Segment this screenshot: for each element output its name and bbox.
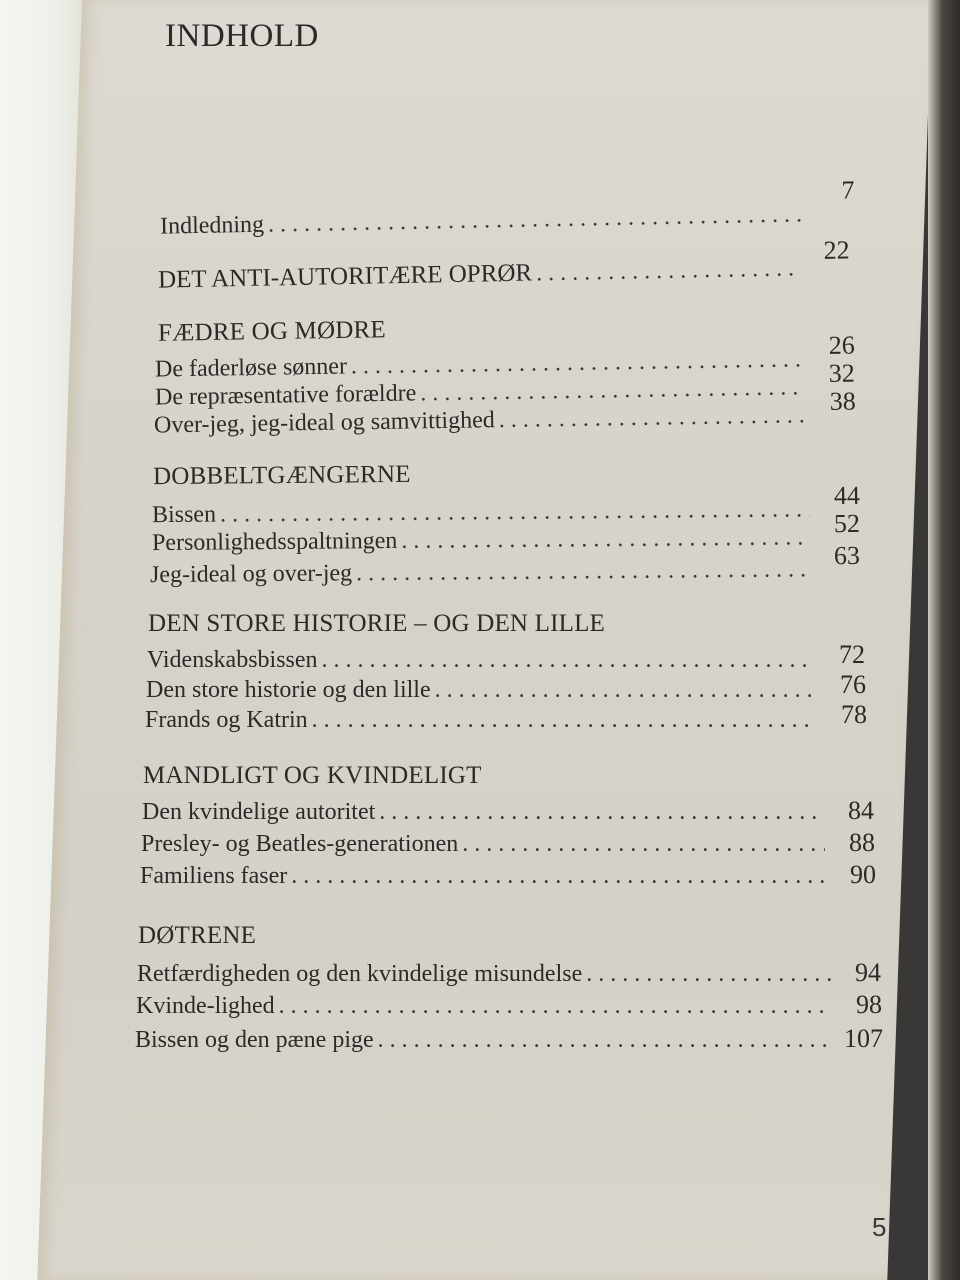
entry-page: 72 [839,640,865,669]
entry-label: Retfærdigheden og den kvindelige misundelse [137,961,583,987]
entry-page: 22 [823,235,850,265]
toc-entry [136,990,882,1021]
toc-entry [146,670,866,705]
dot-leader [499,400,807,435]
entry-page: 84 [848,796,874,825]
toc-entry [142,796,874,827]
dot-leader [268,199,805,239]
entry-page: 44 [833,480,860,511]
section-heading: DØTRENE [138,922,257,949]
entry-label: Indledning [159,211,265,240]
entry-page: 94 [855,958,881,987]
toc-entry [145,700,867,735]
dot-leader [462,829,825,859]
entry-page: 90 [850,860,876,889]
entry-label: Frands og Katrin [145,707,308,733]
toc-entry [135,1024,883,1055]
entry-page: 52 [833,508,860,539]
entry-page: 32 [828,358,855,388]
entry-page: 38 [829,386,856,416]
toc-entry [147,640,865,675]
entry-label: De repræsentative forældre [154,380,417,411]
dot-leader [378,1025,833,1055]
dot-leader [379,797,824,827]
entry-label: Presley- og Beatles-generationen [141,831,459,857]
entry-label: Kvinde-lighed [136,993,275,1019]
toc-entry [141,828,875,859]
entry-label: Videnskabsbissen [147,647,318,673]
section-heading: MANDLIGT OG KVINDELIGT [143,762,482,789]
entry-label: Bissen og den pæne pige [135,1027,374,1053]
toc-entry-anti-authoritarian [157,235,850,295]
entry-page: 63 [833,540,860,571]
dot-leader [322,645,815,675]
dot-leader [536,253,800,288]
entry-page: 78 [841,700,867,729]
dot-leader [356,554,810,588]
entry-label: Bissen [151,501,217,529]
toc-title: INDHOLD [165,18,319,54]
entry-page: 26 [828,330,855,360]
entry-page: 98 [856,990,882,1019]
entry-page: 107 [844,1024,883,1053]
section-heading: DEN STORE HISTORIE – OG DEN LILLE [148,610,606,637]
entry-page: 7 [841,175,855,205]
section-heading: FÆDRE OG MØDRE [157,316,387,347]
dot-leader [586,959,831,989]
entry-label: De faderløse sønner [154,353,348,383]
section-heading: DOBBELTGÆNGERNE [152,460,411,491]
entry-label: Personlighedsspaltningen [151,527,398,557]
toc-entry [140,860,876,891]
entry-label: Jeg-ideal og over-jeg [149,560,353,589]
dot-leader [312,705,817,735]
page-number: 5 [872,1212,887,1242]
entry-label: Over-jeg, jeg-ideal og samvittighed [153,407,495,439]
dot-leader [291,861,826,891]
entry-label: Den kvindelige autoritet [142,799,376,825]
dot-leader [435,675,816,705]
toc-entry-introduction [159,175,855,241]
toc-entry [137,958,881,989]
dot-leader [401,522,810,556]
entry-label: Den store historie og den lille [146,677,431,703]
entry-label: DET ANTI-AUTORITÆRE OPRØR [157,259,533,294]
entry-label: Familiens faser [140,863,288,889]
entry-page: 76 [840,670,866,699]
entry-page: 88 [849,828,875,857]
dot-leader [279,991,832,1021]
